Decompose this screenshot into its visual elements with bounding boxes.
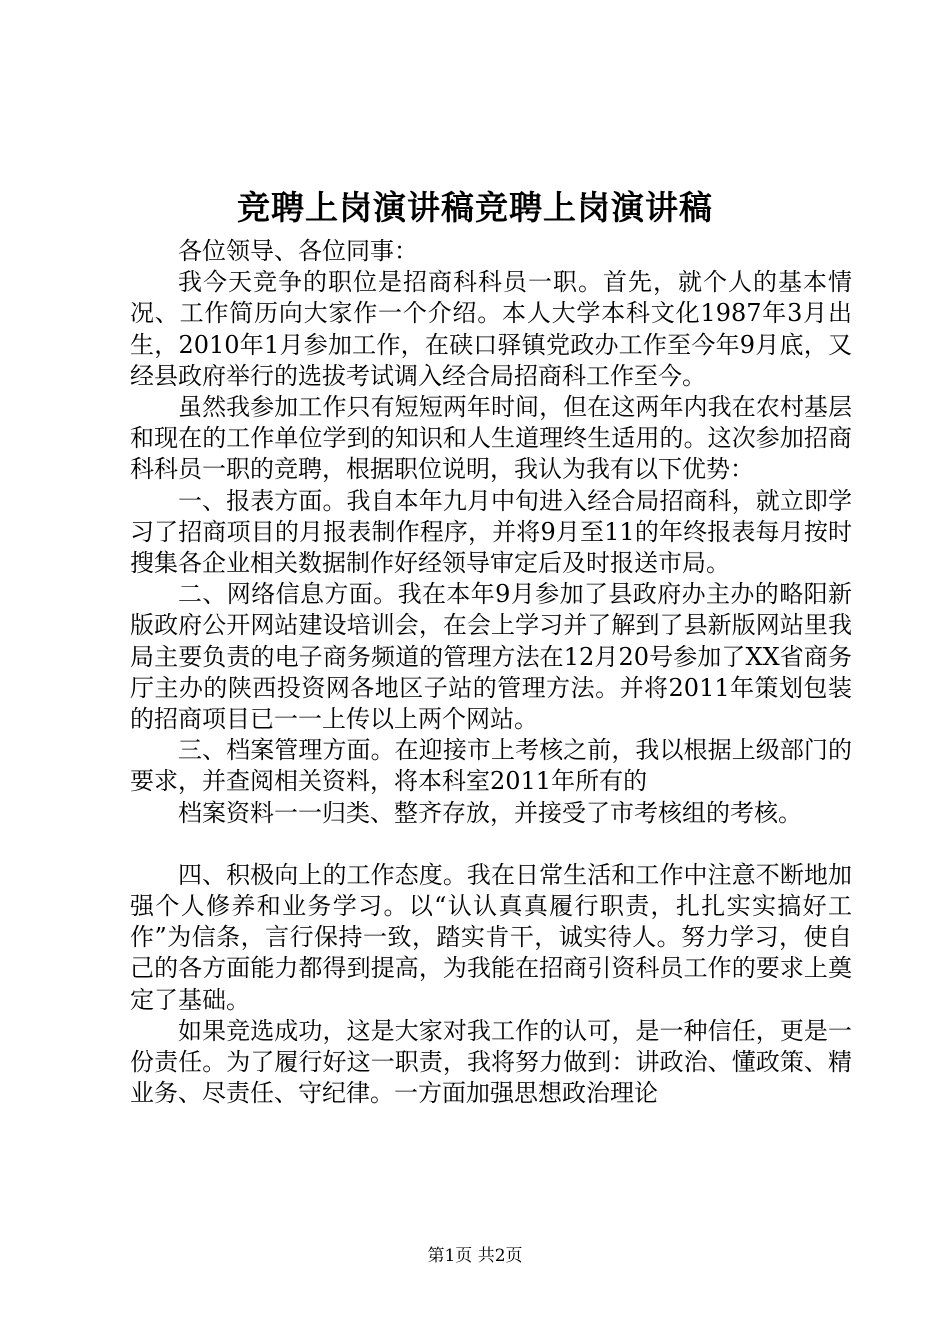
paragraph-reports: 一、报表方面。我自本年九月中旬进入经合局招商科，就立即学习了招商项目的月报表制作程序，并将9月至11的年终报表每月按时搜集各企业相关数据制作好经领导审定后及时报送市局。 — [130, 486, 852, 578]
page-footer: 第1页 共2页 — [427, 1246, 523, 1266]
paragraph-archives: 三、档案管理方面。在迎接市上考核之前，我以根据上级部门的要求，并查阅相关资料，将本科室2011年所有的 — [130, 736, 852, 796]
document-title: 竞聘上岗演讲稿竞聘上岗演讲稿 — [237, 188, 713, 227]
paragraph-network: 二、网络信息方面。我在本年9月参加了县政府办主办的略阳新版政府公开网站建设培训会，在会上学习并了解到了县新版网站里我局主要负责的电子商务频道的管理方法在12月20号参加了XX省商务厅主办的陕西投资网各地区子站的管理方法。并将2011年策划包装的招商项目已一一上传以上两个网站。 — [130, 580, 852, 734]
document-body — [130, 236, 852, 1109]
paragraph-experience: 虽然我参加工作只有短短两年时间，但在这两年内我在农村基层和现在的工作单位学到的知识和人生道理终生适用的。这次参加招商科科员一职的竞聘，根据职位说明，我认为我有以下优势： — [130, 393, 852, 484]
paragraph-archives-continued: 档案资料一一归类、整齐存放，并接受了市考核组的考核。 — [178, 798, 802, 827]
paragraph-attitude: 四、积极向上的工作态度。我在日常生活和工作中注意不断地加强个人修养和业务学习。以“认认真真履行职责，扎扎实实搞好工作”为信条，言行保持一致，踏实肯干，诚实待人。努力学习，使自己的各方面能力都得到提高，为我能在招商引资科员工作的要求上奠定了基础。 — [130, 860, 852, 1014]
paragraph-introduction: 我今天竞争的职位是招商科科员一职。首先，就个人的基本情况、工作简历向大家作一个介绍。本人大学本科文化1987年3月出生，2010年1月参加工作，在硖口驿镇党政办工作至今年9月底，又经县政府举行的选拔考试调入经合局招商科工作至今。 — [130, 268, 852, 390]
paragraph-commitment: 如果竞选成功，这是大家对我工作的认可，是一种信任，更是一份责任。为了履行好这一职责，我将努力做到：讲政治、懂政策、精业务、尽责任、守纪律。一方面加强思想政治理论 — [130, 1016, 852, 1108]
paragraph-salutation: 各位领导、各位同事： — [178, 237, 418, 265]
